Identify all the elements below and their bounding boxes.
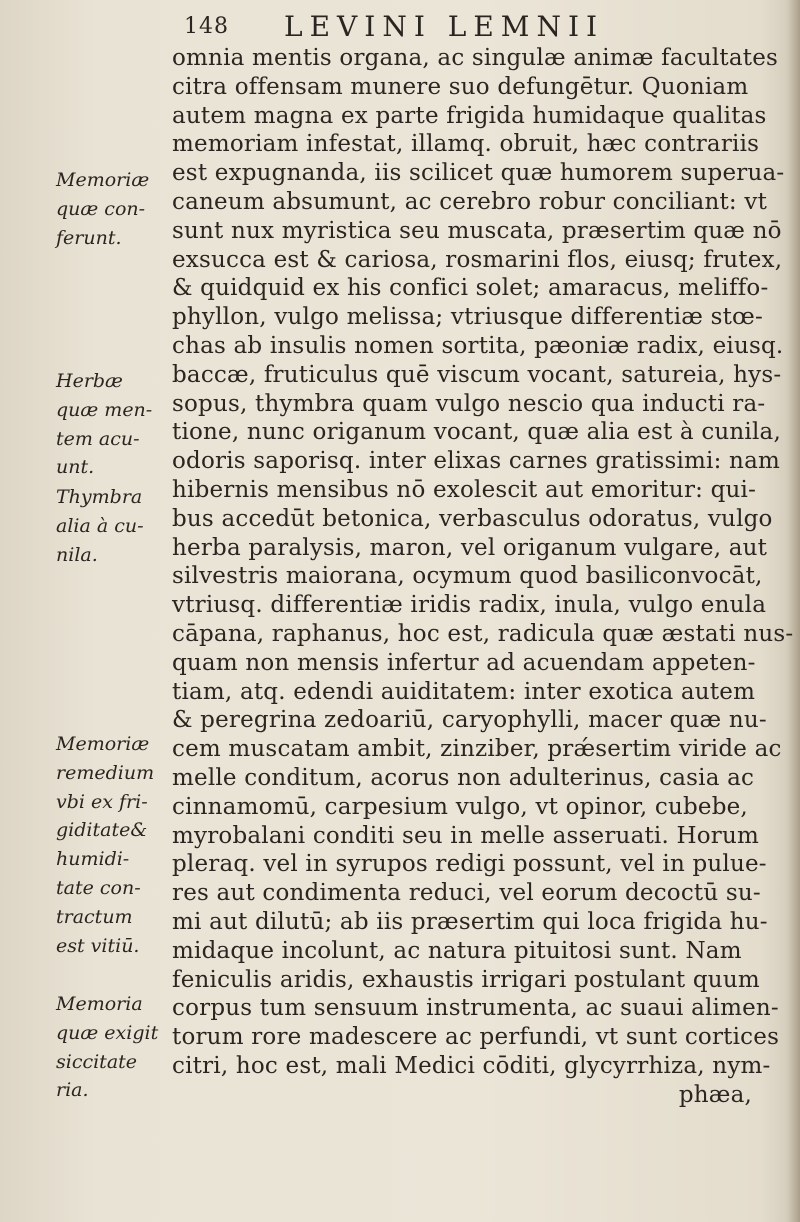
text-line: exsucca est & cariosa, rosmarini flos, eiusq; frutex, — [172, 246, 783, 273]
text-line: bus accedūt betonica, verbasculus odoratus, vulgo — [172, 505, 773, 532]
margin-note-line: ferunt. — [56, 226, 122, 249]
text-line: caneum absumunt, ac cerebro robur conciliant: vt — [172, 188, 768, 215]
text-line: chas ab insulis nomen sortita, pæoniæ radix, eiusq. — [172, 332, 784, 359]
margin-note-thymbra — [56, 483, 178, 569]
margin-note-line: ria. — [56, 1079, 89, 1102]
margin-note-line: Memoria — [56, 993, 143, 1015]
margin-note-line: est vitiū. — [56, 934, 140, 957]
margin-note-line: quæ con- — [56, 197, 146, 220]
text-line: mi aut dilutū; ab iis præsertim qui loca frigida hu- — [172, 908, 768, 935]
text-line: tiam, atq. edendi auiditatem: inter exotica autem — [172, 678, 756, 705]
text-line: cinnamomū, carpesium vulgo, vt opinor, cubebe, — [172, 793, 748, 820]
text-line: memoriam infestat, illamq. obruit, hæc contrariis — [172, 131, 760, 158]
text-line: melle conditum, acorus non adulterinus, casia ac — [172, 764, 755, 791]
margin-note-line: siccitate — [56, 1050, 138, 1073]
margin-note-line: Memoriæ — [56, 733, 150, 755]
margin-note-memoria — [56, 990, 178, 1105]
text-line: sunt nux myristica seu muscata, præsertim quæ nō — [172, 217, 782, 244]
text-line: cāpana, raphanus, hoc est, radicula quæ æstati nus- — [172, 620, 794, 647]
page-number: 148 — [184, 14, 229, 39]
text-line: myrobalani conditi seu in melle asseruati. Horum — [172, 822, 760, 849]
text-line: cem muscatam ambit, zinziber, prǽsertim viride ac — [172, 736, 782, 763]
margin-note-line: tractum — [56, 905, 133, 928]
margin-note-line: quæ exigit — [56, 1021, 159, 1044]
margin-note-line: Memoriæ — [56, 169, 150, 191]
text-line: torum rore madescere ac perfundi, vt sunt cortices — [172, 1024, 780, 1051]
margin-note-line: tate con- — [56, 876, 141, 899]
margin-note-line: Thymbra — [56, 486, 143, 508]
text-line: phyllon, vulgo melissa; vtriusque differentiæ stœ- — [172, 304, 763, 331]
body-text — [172, 44, 792, 1109]
text-line: silvestris maiorana, ocymum quod basiliconvocāt, — [172, 563, 763, 590]
catchword: phæa, — [678, 1081, 752, 1108]
margin-note-line: vbi ex fri- — [56, 790, 148, 813]
text-line: hibernis mensibus nō exolescit aut emoritur: qui- — [172, 476, 757, 503]
text-line: res aut condimenta reduci, vel eorum decoctū su- — [172, 880, 761, 907]
text-line: & peregrina zedoariū, caryophylli, macer quæ nu- — [172, 707, 767, 734]
text-line: midaque incolunt, ac natura pituitosi sunt. Nam — [172, 937, 742, 964]
text-line: autem magna ex parte frigida humidaque qualitas — [172, 102, 767, 129]
text-line: sopus, thymbra quam vulgo nescio qua inducti ra- — [172, 390, 766, 417]
margin-note-herbae — [56, 367, 178, 482]
text-line: est expugnanda, iis scilicet quæ humorem superua- — [172, 160, 785, 187]
text-line: feniculis aridis, exhaustis irrigari postulant quum — [172, 966, 760, 993]
text-line: vtriusq. differentiæ iridis radix, inula, vulgo enula — [172, 592, 767, 619]
margin-note-line: tem acu- — [56, 427, 140, 450]
margin-note-line: unt. — [56, 456, 95, 479]
text-line: citri, hoc est, mali Medici cōditi, glycyrrhiza, nym- — [172, 1052, 771, 1079]
margin-note-remedium — [56, 730, 178, 960]
text-line: tione, nunc origanum vocant, quæ alia est à cunila, — [172, 419, 781, 446]
text-line: herba paralysis, maron, vel origanum vulgare, aut — [172, 534, 768, 561]
text-line: & quidquid ex his confici solet; amaracus, meliffo- — [172, 275, 769, 302]
text-line: quam non mensis infertur ad acuendam appeten- — [172, 649, 756, 676]
margin-note-line: humidi- — [56, 848, 130, 871]
text-line: baccæ, fruticulus quē viscum vocant, satureia, hys- — [172, 361, 782, 388]
text-line: omnia mentis organa, ac singulæ animæ facultates — [172, 45, 779, 71]
margin-note-line: quæ men- — [56, 398, 153, 421]
margin-note-line: remedium — [56, 761, 155, 784]
running-title: LEVINI LEMNII — [284, 10, 605, 43]
margin-note-line: alia à cu- — [56, 514, 144, 537]
margin-note-line: Herbæ — [56, 370, 123, 392]
margin-note-memoriae — [56, 166, 178, 252]
margin-note-line: giditate& — [56, 819, 148, 842]
text-line: citra offensam munere suo defungētur. Quoniam — [172, 73, 749, 100]
text-line: pleraq. vel in syrupos redigi possunt, vel in pulue- — [172, 851, 767, 878]
text-line: odoris saporisq. inter elixas carnes gratissimi: nam — [172, 448, 780, 475]
text-line: corpus tum sensuum instrumenta, ac suaui alimen- — [172, 995, 779, 1022]
margin-note-line: nila. — [56, 543, 98, 566]
